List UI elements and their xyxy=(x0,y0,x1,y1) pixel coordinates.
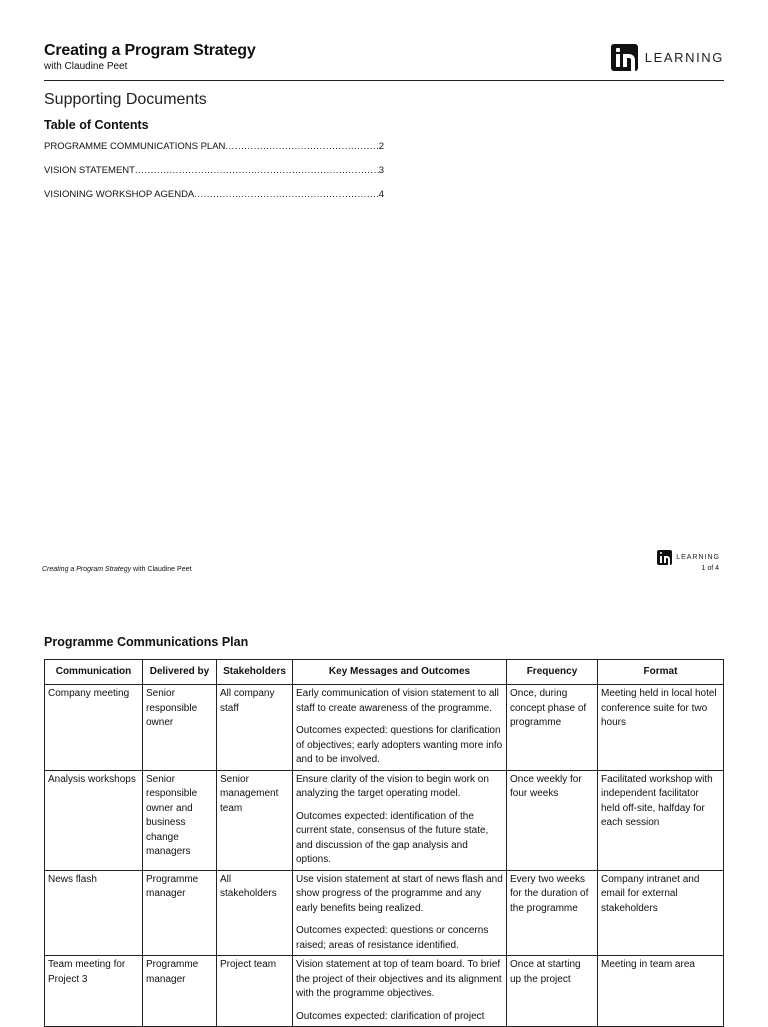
key-message: Vision statement at top of team board. To brief the project of their objectives and its alignment with the programme objectives. xyxy=(296,959,502,999)
table-row xyxy=(45,685,724,771)
linkedin-learning-logo xyxy=(611,44,724,71)
communications-plan-table xyxy=(44,659,724,1027)
column-header: Stakeholders xyxy=(217,660,293,685)
course-author: with Claudine Peet xyxy=(44,61,128,72)
table-of-contents xyxy=(44,141,384,213)
cell-frequency: Once at starting up the project xyxy=(507,956,598,1027)
cell-format: Meeting in team area xyxy=(598,956,724,1027)
toc-entry-page: 4 xyxy=(378,189,384,200)
linkedin-in-icon xyxy=(657,550,672,565)
expected-outcome: Outcomes expected: questions or concerns raised; areas of resistance identified. xyxy=(296,925,489,951)
page-number: 1 of 4 xyxy=(701,565,719,572)
cell-key-messages xyxy=(293,956,507,1027)
footer-linkedin-learning-logo xyxy=(657,550,720,565)
toc-entry[interactable] xyxy=(44,141,384,165)
communications-plan-title: Programme Communications Plan xyxy=(44,635,249,649)
column-header: Frequency xyxy=(507,660,598,685)
footer-course-credit xyxy=(42,566,191,573)
toc-leader xyxy=(135,165,379,176)
toc-entry[interactable] xyxy=(44,189,384,213)
toc-heading: Table of Contents xyxy=(44,118,149,132)
column-header: Format xyxy=(598,660,724,685)
footer-course-author: with Claudine Peet xyxy=(131,566,192,573)
key-message: Early communication of vision statement to all staff to create awareness of the programme. xyxy=(296,688,499,714)
table-row xyxy=(45,956,724,1027)
key-message: Ensure clarity of the vision to begin work on analyzing the target operating model. xyxy=(296,773,489,799)
cell-communication: Team meeting for Project 3 xyxy=(45,956,143,1027)
cell-delivered-by: Programme manager xyxy=(143,870,217,956)
cell-communication: Analysis workshops xyxy=(45,770,143,870)
key-message: Use vision statement at start of news flash and show progress of the programme and any early benefits being realized. xyxy=(296,873,503,914)
logo-wordmark: LEARNING xyxy=(644,50,724,65)
cell-format: Meeting held in local hotel conference suite for two hours xyxy=(598,685,724,771)
cell-delivered-by: Senior responsible owner xyxy=(143,685,217,771)
expected-outcome: Outcomes expected: clarification of project xyxy=(296,1010,485,1022)
cell-frequency: Once weekly for four weeks xyxy=(507,770,598,870)
cell-key-messages xyxy=(293,685,507,771)
cell-stakeholders: All company staff xyxy=(217,685,293,771)
footer-course-title: Creating a Program Strategy xyxy=(42,566,132,573)
toc-entry[interactable] xyxy=(44,165,384,189)
table-row xyxy=(45,770,724,870)
toc-entry-label: PROGRAMME COMMUNICATIONS PLAN xyxy=(44,141,226,152)
toc-entry-label: VISION STATEMENT xyxy=(44,165,135,176)
toc-entry-page: 2 xyxy=(378,141,384,152)
toc-leader xyxy=(194,189,378,200)
footer-logo-wordmark: LEARNING xyxy=(676,554,720,561)
cell-stakeholders: All stakeholders xyxy=(217,870,293,956)
column-header: Delivered by xyxy=(143,660,217,685)
column-header: Key Messages and Outcomes xyxy=(293,660,507,685)
page-footer xyxy=(42,548,720,576)
cell-frequency: Once, during concept phase of programme xyxy=(507,685,598,771)
cell-format: Facilitated workshop with independent facilitator held off-site, halfday for each session xyxy=(598,770,724,870)
cell-communication: News flash xyxy=(45,870,143,956)
toc-entry-page: 3 xyxy=(378,165,384,176)
linkedin-in-icon xyxy=(611,44,638,71)
toc-entry-label: VISIONING WORKSHOP AGENDA xyxy=(44,189,195,200)
cell-stakeholders: Senior management team xyxy=(217,770,293,870)
cell-delivered-by: Senior responsible owner and business change managers xyxy=(143,770,217,870)
cell-delivered-by: Programme manager xyxy=(143,956,217,1027)
cell-key-messages xyxy=(293,870,507,956)
table-header-row xyxy=(45,660,724,685)
cell-communication: Company meeting xyxy=(45,685,143,771)
expected-outcome: Outcomes expected: questions for clarification of objectives; early adopters wanting more info and to be involved. xyxy=(296,725,503,765)
course-title: Creating a Program Strategy xyxy=(44,42,256,59)
cell-key-messages xyxy=(293,770,507,870)
table-row xyxy=(45,870,724,956)
column-header: Communication xyxy=(45,660,143,685)
cell-stakeholders: Project team xyxy=(217,956,293,1027)
cell-frequency: Every two weeks for the duration of the programme xyxy=(507,870,598,956)
supporting-documents-heading: Supporting Documents xyxy=(44,91,207,108)
expected-outcome: Outcomes expected: identification of the current state, consensus of the future state, and discussion of the gap analysis and options. xyxy=(296,810,489,865)
page-header xyxy=(44,40,724,81)
cell-format: Company intranet and email for external stakeholders xyxy=(598,870,724,956)
toc-leader xyxy=(225,141,378,152)
